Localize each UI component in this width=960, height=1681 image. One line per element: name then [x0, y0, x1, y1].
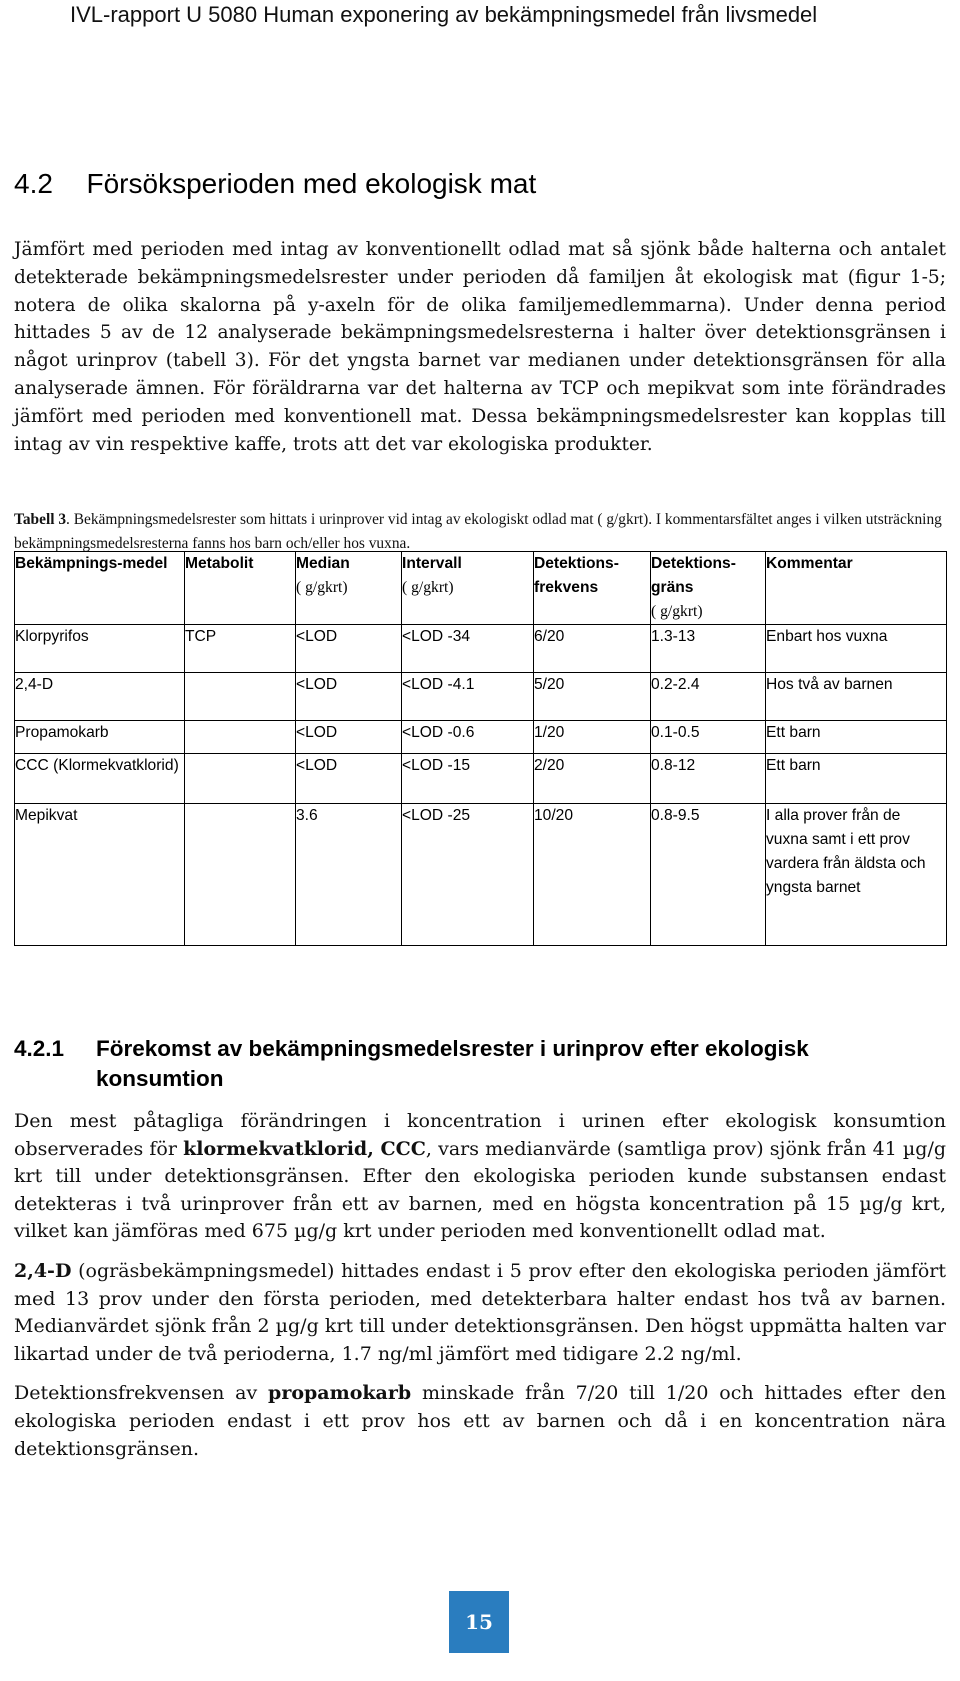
cell-frequency: 6/20: [534, 625, 651, 673]
paragraph-ccc: [14, 1108, 946, 1246]
section-heading: [14, 168, 536, 200]
section-title: Försöksperioden med ekologisk mat: [86, 168, 537, 199]
cell-metabolite: [185, 721, 296, 754]
cell-limit: 0.8-12: [651, 754, 766, 804]
cell-median: <LOD: [296, 754, 402, 804]
paragraph-text: Detektionsfrekvensen av: [14, 1382, 269, 1405]
table-header-row: [15, 552, 947, 625]
table-caption-text: . Bekämpningsmedelsrester som hittats i urinprover vid intag av ekologiskt odlad mat ( g/gkrt). I kommentarsfältet anges i vilken utsträckning bekämpningsmedelsresterna fanns hos barn och/eller hos vuxna.: [14, 511, 942, 552]
cell-comment: I alla prover från de vuxna samt i ett prov vardera från äldsta och yngsta barnet: [766, 804, 947, 946]
cell-pesticide: Mepikvat: [15, 804, 185, 946]
cell-metabolite: [185, 673, 296, 721]
cell-interval: <LOD -0.6: [402, 721, 534, 754]
subsection-number: 4.2.1: [14, 1036, 65, 1061]
header-interval: [402, 552, 534, 625]
header-median-label: Median: [296, 555, 350, 572]
header-interval-label: Intervall: [402, 555, 462, 572]
paragraph-text: minskade från 7/20 till 1/20 och hittades efter den ekologiska perioden endast i ett prov hos ett av barnen och då i en koncentration nära detektionsgränsen.: [14, 1382, 946, 1460]
section-intro-paragraph: Jämfört med perioden med intag av konventionellt odlad mat så sjönk både halterna och antalet detekterade bekämpningsmedelsrester under perioden då familjen åt ekologisk mat (figur 1-5; notera de olika skalorna på y-axeln för de olika familjemedlemmarna). Under denna period hittades 5 av de 12 analyserade bekämpningsmedelsresterna i halter över detektionsgränsen i något urinprov (tabell 3). För det yngsta barnet var medianen under detektionsgränsen för alla analyserade ämnen. För föräldrarna var det halterna av TCP och mepikvat som inte förändrades jämfört med perioden med konventionell mat. Dessa bekämpningsmedelsrester kan kopplas till intag av vin respektive kaffe, trots att det var ekologiska produkter.: [14, 239, 946, 455]
cell-median: <LOD: [296, 721, 402, 754]
cell-metabolite: [185, 754, 296, 804]
subsection-title: Förekomst av bekämpningsmedelsrester i urinprov efter ekologisk konsumtion: [96, 1036, 809, 1091]
table-row: [15, 625, 947, 673]
table-row: [15, 754, 947, 804]
cell-median: <LOD: [296, 673, 402, 721]
header-comment: Kommentar: [766, 552, 947, 625]
page-number-badge: 15: [449, 1591, 509, 1653]
cell-frequency: 2/20: [534, 754, 651, 804]
cell-metabolite: TCP: [185, 625, 296, 673]
table-row: [15, 804, 947, 946]
paragraph-24d: [14, 1258, 946, 1368]
header-limit-label: Detektions-gräns: [651, 555, 736, 596]
cell-interval: <LOD -34: [402, 625, 534, 673]
table-row: [15, 721, 947, 754]
cell-median: <LOD: [296, 625, 402, 673]
cell-frequency: 5/20: [534, 673, 651, 721]
page-header: IVL-rapport U 5080 Human exponering av bekämpningsmedel från livsmedel: [70, 2, 818, 27]
header-metabolite: Metabolit: [185, 552, 296, 625]
cell-comment: Hos två av barnen: [766, 673, 947, 721]
cell-interval: <LOD -25: [402, 804, 534, 946]
paragraph-bold-term: propamokarb: [268, 1382, 412, 1405]
cell-median: 3.6: [296, 804, 402, 946]
cell-comment: Ett barn: [766, 754, 947, 804]
paragraph-propamokarb: [14, 1380, 946, 1463]
body-text: [14, 1108, 946, 1475]
table-caption: [14, 508, 946, 556]
pesticide-table: [14, 551, 947, 946]
section-number: 4.2: [14, 168, 53, 199]
header-pesticide: Bekämpnings-medel: [15, 552, 185, 625]
header-limit-unit: ( g/gkrt): [651, 603, 703, 620]
cell-metabolite: [185, 804, 296, 946]
cell-interval: <LOD -15: [402, 754, 534, 804]
cell-comment: Enbart hos vuxna: [766, 625, 947, 673]
cell-comment: Ett barn: [766, 721, 947, 754]
cell-frequency: 10/20: [534, 804, 651, 946]
cell-limit: 0.2-2.4: [651, 673, 766, 721]
cell-pesticide: CCC (Klormekvatklorid): [15, 754, 185, 804]
paragraph-text: , vars medianvärde (samtliga prov) sjönk från 41 µg/g krt till under detektionsgränsen. Efter den ekologiska perioden kunde substansen endast detekteras i två urinprover från ett av barnen, med en högsta koncentration på 15 µg/g krt, vilket kan jämföras med 675 µg/g krt under perioden med konventionellt odlad mat.: [14, 1137, 947, 1243]
subsection-heading: [14, 1034, 934, 1094]
paragraph-bold-term: klormekvatklorid, CCC: [183, 1137, 426, 1160]
cell-limit: 0.1-0.5: [651, 721, 766, 754]
cell-limit: 0.8-9.5: [651, 804, 766, 946]
paragraph-text: (ogräsbekämpningsmedel) hittades endast i 5 prov efter den ekologiska perioden jämfört med 13 prov under den första perioden, med detekterbara halter endast hos två av barnen. Medianvärdet sjönk från 2 µg/g krt till under detektionsgränsen. Den högst uppmätta halten var likartad under de två perioderna, 1.7 ng/ml jämfört med tidigare 2.2 ng/ml.: [14, 1259, 946, 1365]
cell-pesticide: 2,4-D: [15, 673, 185, 721]
cell-limit: 1.3-13: [651, 625, 766, 673]
paragraph-bold-term: 2,4-D: [14, 1259, 72, 1282]
table-row: [15, 673, 947, 721]
header-median: [296, 552, 402, 625]
header-limit: [651, 552, 766, 625]
table-caption-label: Tabell 3: [14, 511, 67, 528]
cell-pesticide: Propamokarb: [15, 721, 185, 754]
header-frequency: Detektions-frekvens: [534, 552, 651, 625]
header-interval-unit: ( g/gkrt): [402, 579, 454, 596]
cell-interval: <LOD -4.1: [402, 673, 534, 721]
header-median-unit: ( g/gkrt): [296, 579, 348, 596]
paragraph-text: Den mest påtagliga förändringen i koncentration i urinen efter ekologisk konsumtion observerades för: [14, 1110, 946, 1160]
cell-pesticide: Klorpyrifos: [15, 625, 185, 673]
cell-frequency: 1/20: [534, 721, 651, 754]
